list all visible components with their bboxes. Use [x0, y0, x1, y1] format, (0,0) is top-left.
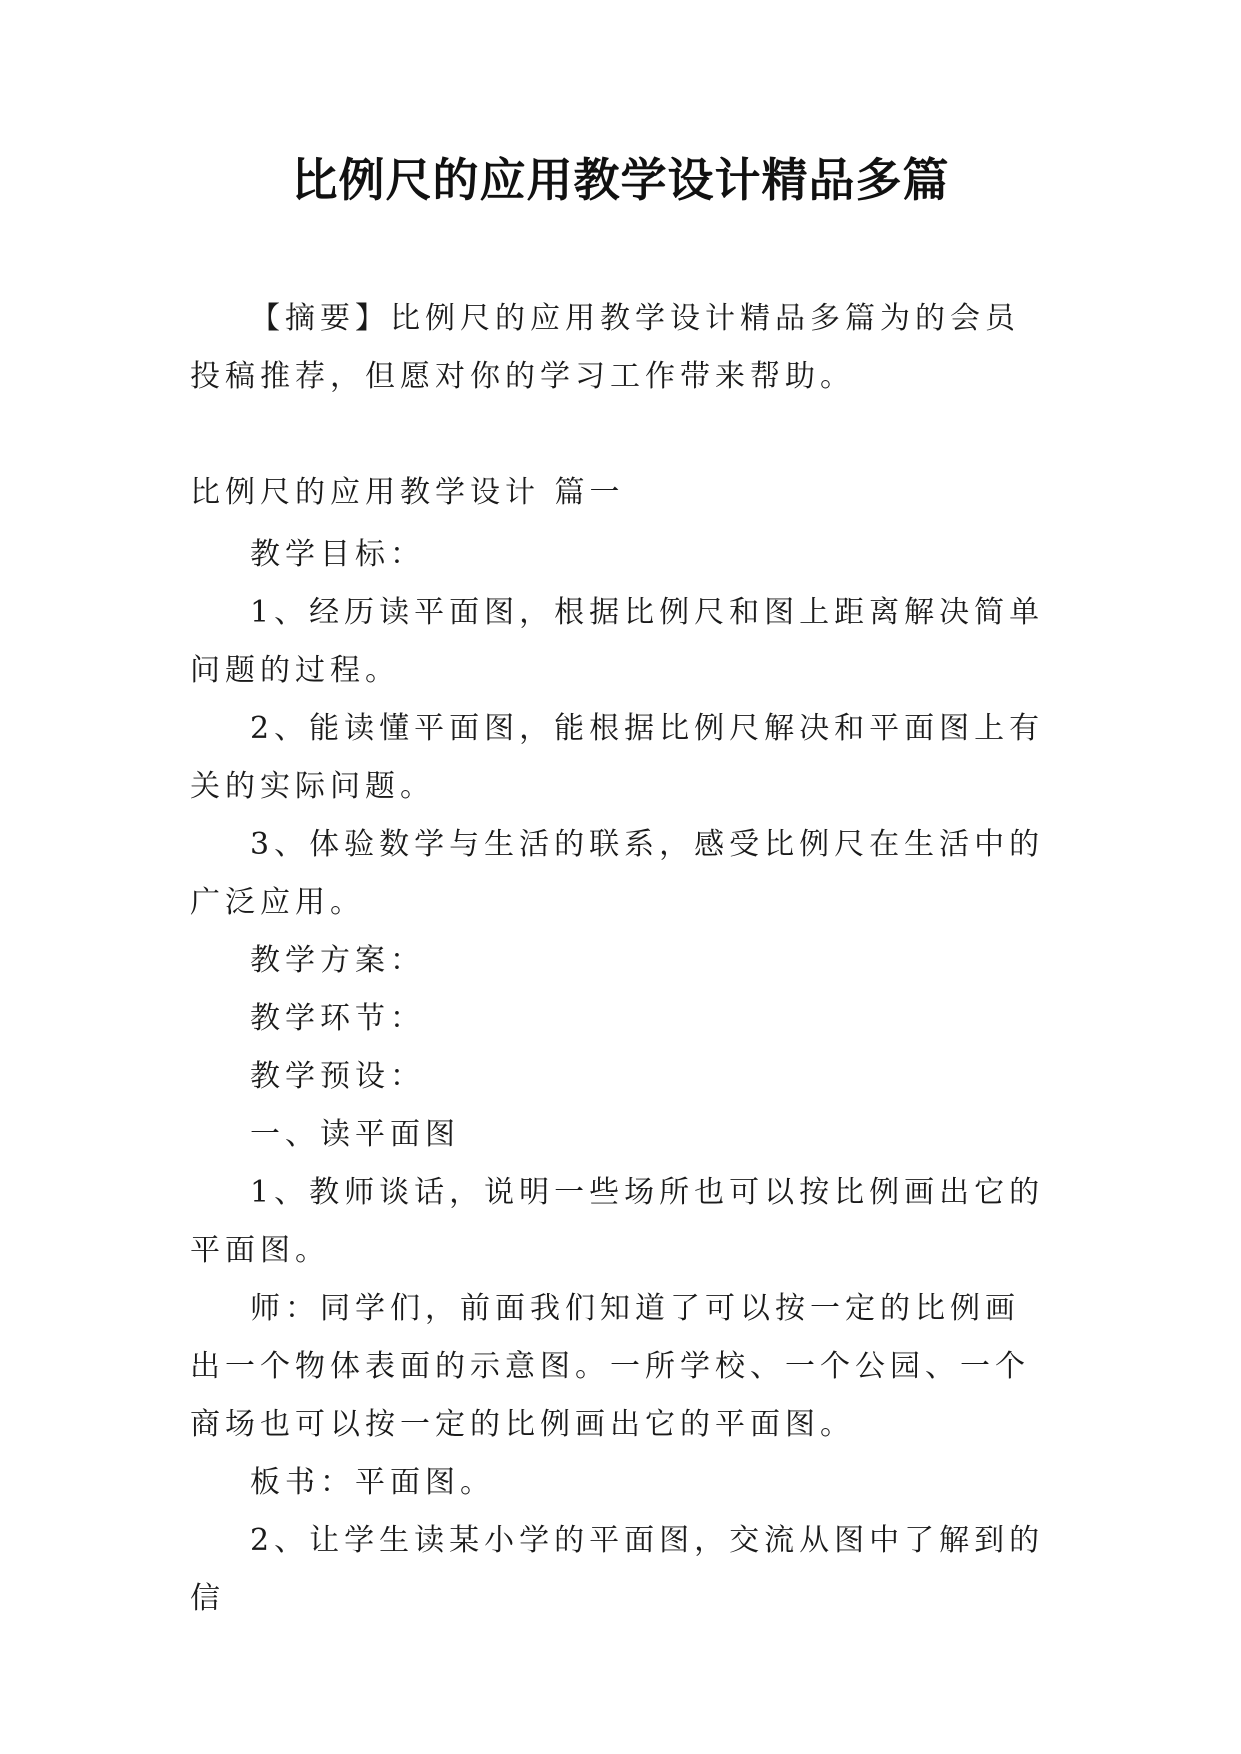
paragraph-blackboard: 板书：平面图。 [250, 1465, 495, 1500]
paragraph-teaching-steps: 教学环节： [250, 1001, 425, 1036]
paragraph-step-1: 1、教师谈话，说明一些场所也可以按比例画出它的平面图。 [190, 1175, 1045, 1268]
paragraph-teaching-preset: 教学预设： [250, 1059, 425, 1094]
paragraph-teacher-speech: 师：同学们，前面我们知道了可以按一定的比例画出一个物体表面的示意图。一所学校、一个公园、一个商场也可以按一定的比例画出它的平面图。 [190, 1291, 1030, 1442]
paragraph-goal-2: 2、能读懂平面图，能根据比例尺解决和平面图上有关的实际问题。 [190, 711, 1045, 804]
paragraph-step-2: 2、让学生读某小学的平面图，交流从图中了解到的信 [190, 1523, 1045, 1616]
paragraph-teaching-plan: 教学方案： [250, 943, 425, 978]
section-heading: 比例尺的应用教学设计 篇一 [190, 475, 625, 510]
paragraph-goal-1: 1、经历读平面图，根据比例尺和图上距离解决简单问题的过程。 [190, 595, 1045, 688]
document-body [190, 290, 1050, 1628]
paragraph-teaching-goals: 教学目标： [250, 537, 425, 572]
abstract-paragraph: 【摘要】比例尺的应用教学设计精品多篇为的会员投稿推荐，但愿对你的学习工作带来帮助。 [190, 301, 1020, 394]
paragraph-goal-3: 3、体验数学与生活的联系，感受比例尺在生活中的广泛应用。 [190, 827, 1045, 920]
document-title: 比例尺的应用教学设计精品多篇 [291, 153, 950, 207]
paragraph-read-floor-plan: 一、读平面图 [250, 1117, 460, 1152]
